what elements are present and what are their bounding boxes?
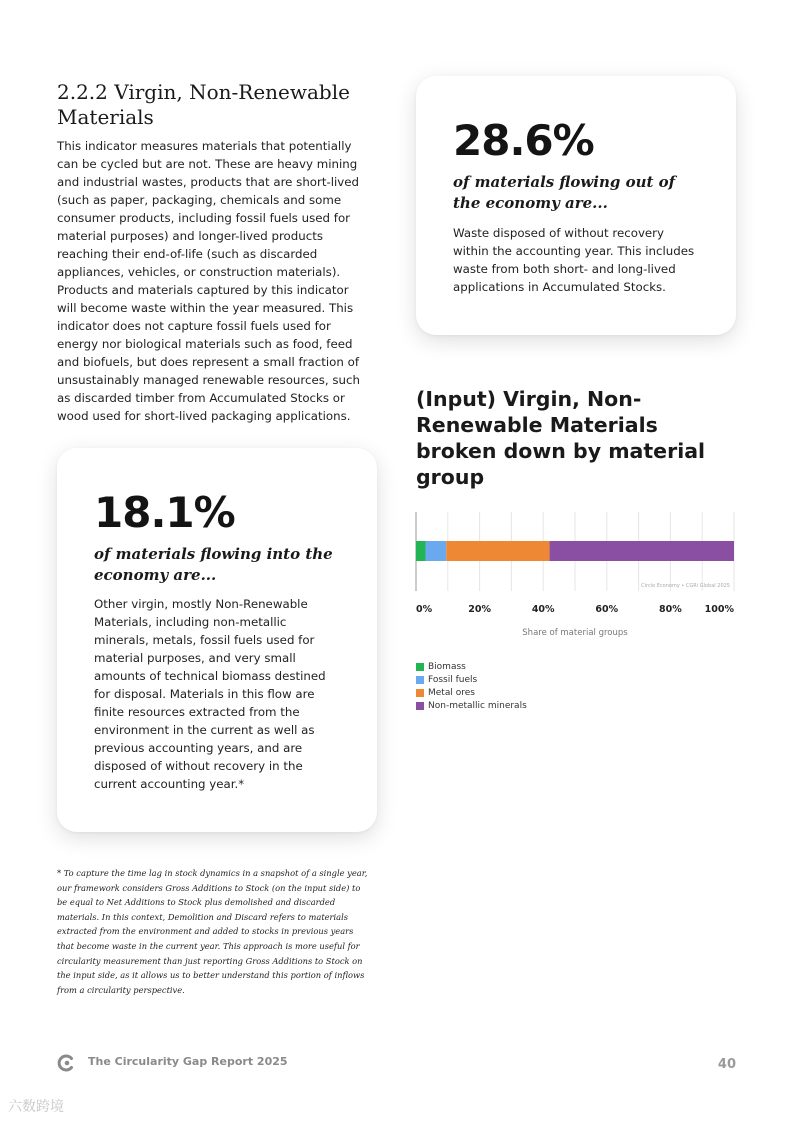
inflow-description: Other virgin, mostly Non-Renewable Materials, including non-metallic minerals, metals, fossil fuels used for material purposes, and very small amounts of technical biomass destined for disposal. Materials in this flow are finite resources extracted from the environment in the current as well as previous accounting years, and are disposed of without recovery in the current accounting year.*: [94, 597, 326, 791]
section-title: 2.2.2 Virgin, Non-Renewable Materials: [57, 80, 350, 129]
legend-item: [416, 699, 527, 712]
outflow-stat-card: [416, 76, 736, 335]
outflow-subtitle: of materials flowing out of the economy are...: [453, 173, 676, 212]
x-tick-label: 0%: [416, 604, 433, 615]
legend-item: [416, 686, 527, 699]
x-tick-label: 80%: [659, 604, 682, 615]
x-axis-label: Share of material groups: [522, 628, 628, 638]
legend-label: Biomass: [428, 661, 466, 672]
outflow-percentage: 28.6%: [453, 116, 594, 165]
bar-segment-non-metallic-minerals: [550, 541, 734, 561]
chart-credit: Circle Economy • CGRi Global 2025: [641, 583, 730, 589]
stacked-bar-chart: [410, 505, 745, 645]
inflow-percentage: 18.1%: [94, 488, 235, 537]
page-number: 40: [717, 1057, 736, 1072]
inflow-stat-card: [57, 448, 377, 832]
legend-swatch: [416, 702, 424, 710]
legend-swatch: [416, 663, 424, 671]
bar-segment-metal-ores: [446, 541, 549, 561]
intro-paragraph: This indicator measures materials that potentially can be cycled but are not. These are heavy mining and industrial wastes, products that are short-lived (such as paper, packaging, chemicals and some consumer products, including fossil fuels used for material purposes) and longer-lived products reaching their end-of-life (such as discarded appliances, vehicles, or construction materials). Products and materials captured by this indicator will become waste within the year measured. This indicator does not capture fossil fuels used for energy nor biological materials such as food, feed and biofuels, but does represent a small fraction of unsustainably managed renewable resources, such as discarded timber from Accumulated Stocks or wood used for short-lived packaging applications.: [57, 139, 360, 423]
legend-swatch: [416, 676, 424, 684]
legend-item: [416, 673, 527, 686]
outflow-description: Waste disposed of without recovery within the accounting year. This includes waste from both short- and long-lived applications in Accumulated Stocks.: [453, 226, 695, 294]
chart-legend: [416, 660, 527, 712]
circularity-logo-icon: [57, 1054, 75, 1072]
legend-label: Fossil fuels: [428, 674, 478, 685]
x-tick-label: 40%: [531, 604, 555, 615]
report-name: The Circularity Gap Report 2025: [88, 1055, 288, 1068]
x-tick-label: 100%: [704, 604, 734, 615]
legend-item: [416, 660, 527, 673]
bar-segment-fossil-fuels: [426, 541, 447, 561]
legend-swatch: [416, 689, 424, 697]
legend-label: Non-metallic minerals: [428, 700, 527, 711]
footnote: * To capture the time lag in stock dynamics in a snapshot of a single year, our framework considers Gross Additions to Stock (on the input side) to be equal to Net Additions to Stock plus demolished and discarded materials. In this context, Demolition and Discard refers to materials extracted from the environment and added to stocks in previous years that become waste in the current year. This approach is more useful for circularity measurement than just reporting Gross Additions to Stock on the input side, as it allows us to better understand this portion of inflows from a circularity perspective.: [57, 868, 368, 995]
watermark: 六数跨境: [8, 1099, 64, 1115]
inflow-subtitle: of materials flowing into the economy are...: [94, 545, 333, 584]
bar-segment-biomass: [416, 541, 426, 561]
x-tick-label: 20%: [468, 604, 491, 615]
legend-label: Metal ores: [428, 687, 475, 698]
chart-title: (Input) Virgin, Non-Renewable Materials broken down by material group: [416, 387, 706, 489]
x-tick-label: 60%: [595, 604, 619, 615]
